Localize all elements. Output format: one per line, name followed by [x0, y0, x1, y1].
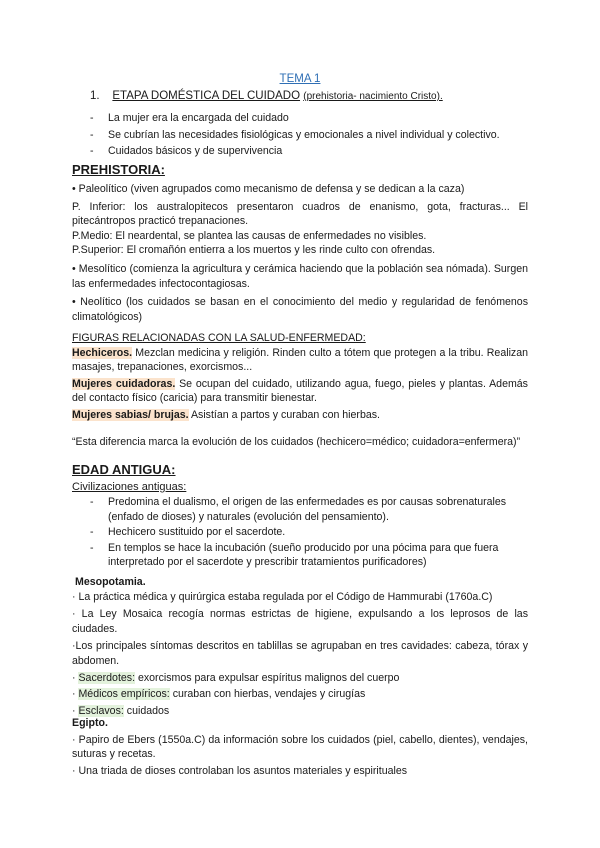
intro-list [72, 111, 528, 159]
tema-title: TEMA 1 [279, 73, 321, 85]
mesolitico-text: • Mesolítico (comienza la agricultura y cerámica haciendo que la población sea nómada). Surgen las enfermedades infectocontagiosas. [72, 262, 528, 290]
hechiceros-text: Mezclan medicina y religión. Rinden culto a tótem que protegen a la tribu. Realizan masajes, trepanaciones, exorcismos... [72, 346, 528, 374]
mesopotamia-line: · La práctica médica y quirúrgica estaba regulada por el Código de Hammurabi (1760a.C) [72, 590, 493, 603]
antigua-bullet: - Predomina el dualismo, el origen de las enfermedades es por causas sobrenaturales (enfado de dioses) y naturales (evolución del pensamiento). [72, 495, 528, 524]
mesopotamia-line: · La Ley Mosaica recogía normas estrictas de higiene, expulsando a los leprosos de las ciudades. [72, 608, 528, 635]
section-heading-etapa [90, 89, 443, 105]
sacerdotes-text: exorcismos para expulsar espíritus malignos del cuerpo [135, 671, 400, 684]
intro-bullet: - Cuidados básicos y de supervivencia [72, 144, 528, 159]
paleolitico-text: • Paleolítico (viven agrupados como mecanismo de defensa y se dedican a la caza) [72, 183, 465, 195]
prehistoria-body [72, 182, 528, 324]
sabias-text: Asistían a partos y curaban con hierbas. [188, 408, 380, 421]
hechiceros-paragraph [72, 346, 528, 375]
sacerdotes-label: Sacerdotes: [78, 671, 136, 684]
antigua-bullet: - Hechicero sustituido por el sacerdote. [72, 525, 528, 540]
mujeres-paragraph [72, 377, 528, 406]
egipto-heading: Egipto. [72, 717, 108, 729]
mujeres-text: Se ocupan del cuidado, utilizando agua, fuego, pieles y plantas. Además del contacto físico (caricia) para transmitir bienestar. [72, 377, 528, 405]
sabias-paragraph [72, 408, 528, 423]
esclavos-text: cuidados [123, 704, 170, 717]
heading-etapa-text: ETAPA DOMÉSTICA DEL CUIDADO [112, 90, 301, 102]
intro-bullet: - Se cubrían las necesidades fisiológicas y emocionales a nivel individual y colectivo. [72, 128, 528, 143]
civilizaciones-heading: Civilizaciones antiguas: [72, 481, 187, 493]
neolitico-text: • Neolítico (los cuidados se basan en el conocimiento del medio y regularidad de fenómenos climatológicos) [72, 296, 528, 323]
medio-text: P.Medio: El neardental, se plantea las causas de enfermedades no visibles. [72, 229, 427, 242]
prehistoria-heading: PREHISTORIA: [72, 162, 165, 177]
egipto-block [72, 716, 528, 778]
mesopotamia-heading: Mesopotamia. [75, 576, 146, 588]
sacerdotes-line: · Sacerdotes: exorcismos para expulsar espíritus malignos del cuerpo [72, 671, 400, 684]
medicos-text: curaban con hierbas, vendajes y cirugías [169, 688, 366, 701]
antigua-list [72, 495, 528, 570]
egipto-line: · Una triada de dioses controlaban los asuntos materiales y espirituales [72, 764, 408, 777]
medicos-line: · Médicos empíricos: curaban con hierbas, vendajes y cirugías [72, 688, 366, 701]
figuras-block [72, 331, 528, 449]
esclavos-line: · Esclavos: cuidados [72, 704, 170, 717]
figuras-heading: FIGURAS RELACIONADAS CON LA SALUD-ENFERMEDAD: [72, 332, 366, 344]
inferior-text: P. Inferior: los australopitecos presentaron cuadros de enanismo, gota, fracturas... El pitecántropos practicó trepanaciones. [72, 200, 528, 228]
mesopotamia-block [72, 575, 528, 718]
antigua-heading: EDAD ANTIGUA: [72, 462, 176, 477]
sabias-label: Mujeres sabias/ brujas. [72, 408, 189, 421]
hechiceros-label: Hechiceros. [72, 346, 133, 359]
superior-text: P.Superior: El cromañón entierra a los muertos y les rinde culto con ofrendas. [72, 244, 436, 257]
mujeres-label: Mujeres cuidadoras. [72, 377, 176, 390]
heading-number: 1. [90, 90, 100, 102]
mesopotamia-line: ·Los principales síntomas descritos en tablillas se agrupaban en tres cavidades: cabeza, tórax y abdomen. [72, 640, 528, 667]
medicos-label: Médicos empíricos: [78, 688, 170, 701]
antigua-bullet: - En templos se hace la incubación (sueño producido por una pócima para que fuera interpretado por el sacerdote y prescribir tratamientos purificadores) [72, 541, 528, 570]
egipto-line: · Papiro de Ebers (1550a.C) da información sobre los cuidados (piel, cabello, dientes), vendajes, suturas y recetas. [72, 733, 528, 761]
intro-bullet: - La mujer era la encargada del cuidado [72, 111, 528, 126]
heading-etapa-sub: (prehistoria- nacimiento Cristo). [303, 91, 443, 102]
esclavos-label: Esclavos: [78, 704, 124, 717]
figuras-quote: “Esta diferencia marca la evolución de los cuidados (hechicero=médico; cuidadora=enfermera)” [72, 435, 521, 448]
